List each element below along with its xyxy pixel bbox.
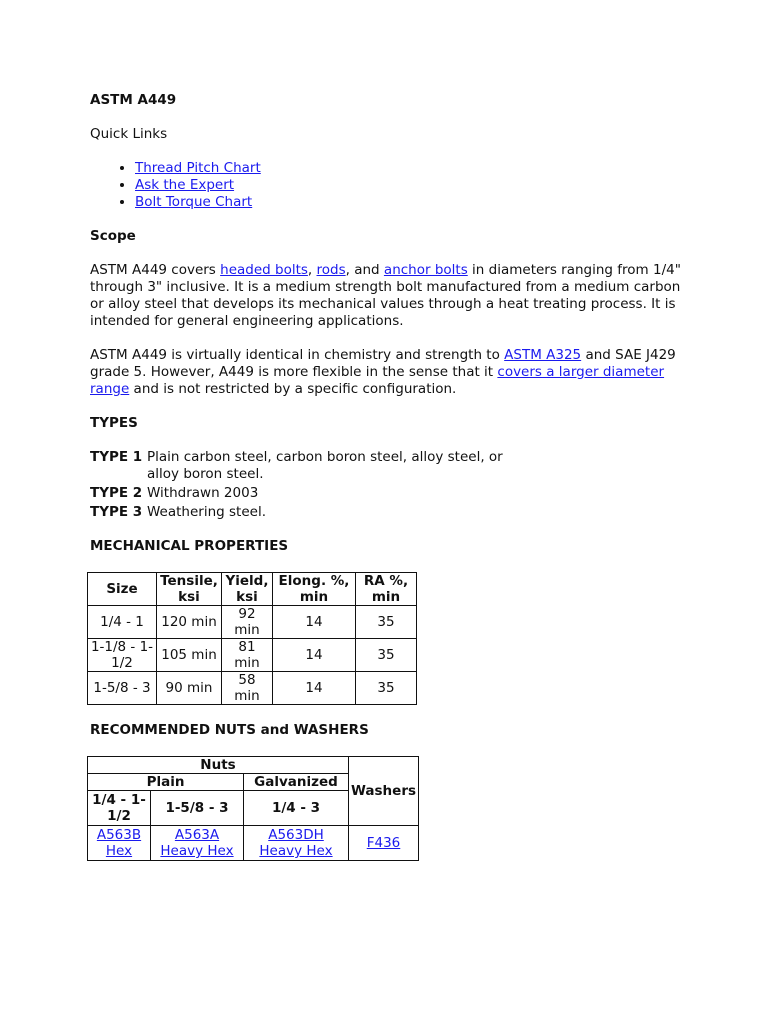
size-header: 1-5/8 - 3 xyxy=(151,791,244,826)
a563b-hex-link[interactable]: A563B Hex xyxy=(96,827,142,859)
column-header: Tensile, ksi xyxy=(157,573,222,606)
plain-header: Plain xyxy=(88,774,244,791)
text-span: , xyxy=(307,262,317,278)
type-label: TYPE 3 xyxy=(90,504,143,520)
column-header: Elong. %, min xyxy=(273,573,356,606)
thread-pitch-chart-link[interactable]: Thread Pitch Chart xyxy=(135,160,261,176)
table-header-row xyxy=(88,757,419,774)
table-cell: 35 xyxy=(356,606,417,639)
type-row xyxy=(90,449,690,483)
bolt-torque-chart-link[interactable]: Bolt Torque Chart xyxy=(135,194,253,210)
table-cell xyxy=(151,826,244,861)
size-header: 1/4 - 1-1/2 xyxy=(88,791,151,826)
a563dh-heavy-hex-link[interactable]: A563DH Heavy Hex xyxy=(259,827,333,859)
f436-link[interactable]: F436 xyxy=(366,835,401,851)
text-span: ASTM A449 covers xyxy=(90,262,221,278)
table-cell: 35 xyxy=(356,639,417,672)
table-row xyxy=(88,826,419,861)
document-body xyxy=(90,92,690,861)
column-header: RA %, min xyxy=(356,573,417,606)
table-cell xyxy=(244,826,349,861)
type-row xyxy=(90,504,690,521)
column-header: Size xyxy=(88,573,157,606)
nuts-washers-table xyxy=(87,756,419,861)
table-header-row xyxy=(88,573,417,606)
list-item xyxy=(135,177,690,194)
table-cell: 1-1/8 - 1-1/2 xyxy=(88,639,157,672)
diameter-range-link[interactable]: covers a larger diameter range xyxy=(90,364,665,397)
astm-a325-link[interactable]: ASTM A325 xyxy=(504,347,582,363)
type-description: Withdrawn 2003 xyxy=(147,485,259,501)
quick-links-list xyxy=(90,160,690,211)
table-cell: 120 min xyxy=(157,606,222,639)
column-header: Yield, ksi xyxy=(222,573,273,606)
table-cell: 1-5/8 - 3 xyxy=(88,672,157,705)
table-cell: 92 min xyxy=(222,606,273,639)
scope-heading: Scope xyxy=(90,228,136,244)
headed-bolts-link[interactable]: headed bolts xyxy=(220,262,308,278)
table-cell: 90 min xyxy=(157,672,222,705)
nuts-header: Nuts xyxy=(88,757,349,774)
table-cell: 35 xyxy=(356,672,417,705)
table-cell xyxy=(88,826,151,861)
table-cell: 14 xyxy=(273,672,356,705)
text-span: , and xyxy=(345,262,384,278)
type-label: TYPE 2 xyxy=(90,485,143,501)
a563a-heavy-hex-link[interactable]: A563A Heavy Hex xyxy=(160,827,234,859)
table-cell xyxy=(349,826,419,861)
table-row xyxy=(88,606,417,639)
text-span: and SAE J429 grade 5. However, A449 is more flexible in the sense that it xyxy=(90,347,676,380)
mechanical-properties-heading: MECHANICAL PROPERTIES xyxy=(90,538,289,554)
type-description: Weathering steel. xyxy=(147,504,266,520)
text-span: in diameters ranging from 1/4" through 3" inclusive. It is a medium strength bolt manufactured from a medium carbon or alloy steel that develops its mechanical values through a heat treating process. It is intended for general engineering applications. xyxy=(90,262,681,329)
table-row xyxy=(88,672,417,705)
table-cell: 58 min xyxy=(222,672,273,705)
table-cell: 14 xyxy=(273,606,356,639)
table-cell: 105 min xyxy=(157,639,222,672)
types-list xyxy=(90,449,690,521)
nuts-washers-heading: RECOMMENDED NUTS and WASHERS xyxy=(90,722,369,738)
rods-link[interactable]: rods xyxy=(316,262,346,278)
size-header: 1/4 - 3 xyxy=(244,791,349,826)
mechanical-properties-table xyxy=(87,572,417,705)
page-title: ASTM A449 xyxy=(90,92,177,108)
type-row xyxy=(90,485,690,502)
scope-paragraph-1 xyxy=(90,262,690,330)
washers-header: Washers xyxy=(349,757,419,826)
type-description: Plain carbon steel, carbon boron steel, alloy steel, or alloy boron steel. xyxy=(147,449,503,482)
table-cell: 81 min xyxy=(222,639,273,672)
table-cell: 14 xyxy=(273,639,356,672)
text-span: and is not restricted by a specific configuration. xyxy=(129,381,457,397)
scope-paragraph-2 xyxy=(90,347,690,398)
types-heading: TYPES xyxy=(90,415,138,431)
anchor-bolts-link[interactable]: anchor bolts xyxy=(383,262,468,278)
quick-links-heading: Quick Links xyxy=(90,126,168,142)
type-label: TYPE 1 xyxy=(90,449,143,465)
galvanized-header: Galvanized xyxy=(244,774,349,791)
list-item xyxy=(135,160,690,177)
table-row xyxy=(88,639,417,672)
list-item xyxy=(135,194,690,211)
text-span: ASTM A449 is virtually identical in chemistry and strength to xyxy=(90,347,505,363)
ask-the-expert-link[interactable]: Ask the Expert xyxy=(135,177,235,193)
table-cell: 1/4 - 1 xyxy=(88,606,157,639)
